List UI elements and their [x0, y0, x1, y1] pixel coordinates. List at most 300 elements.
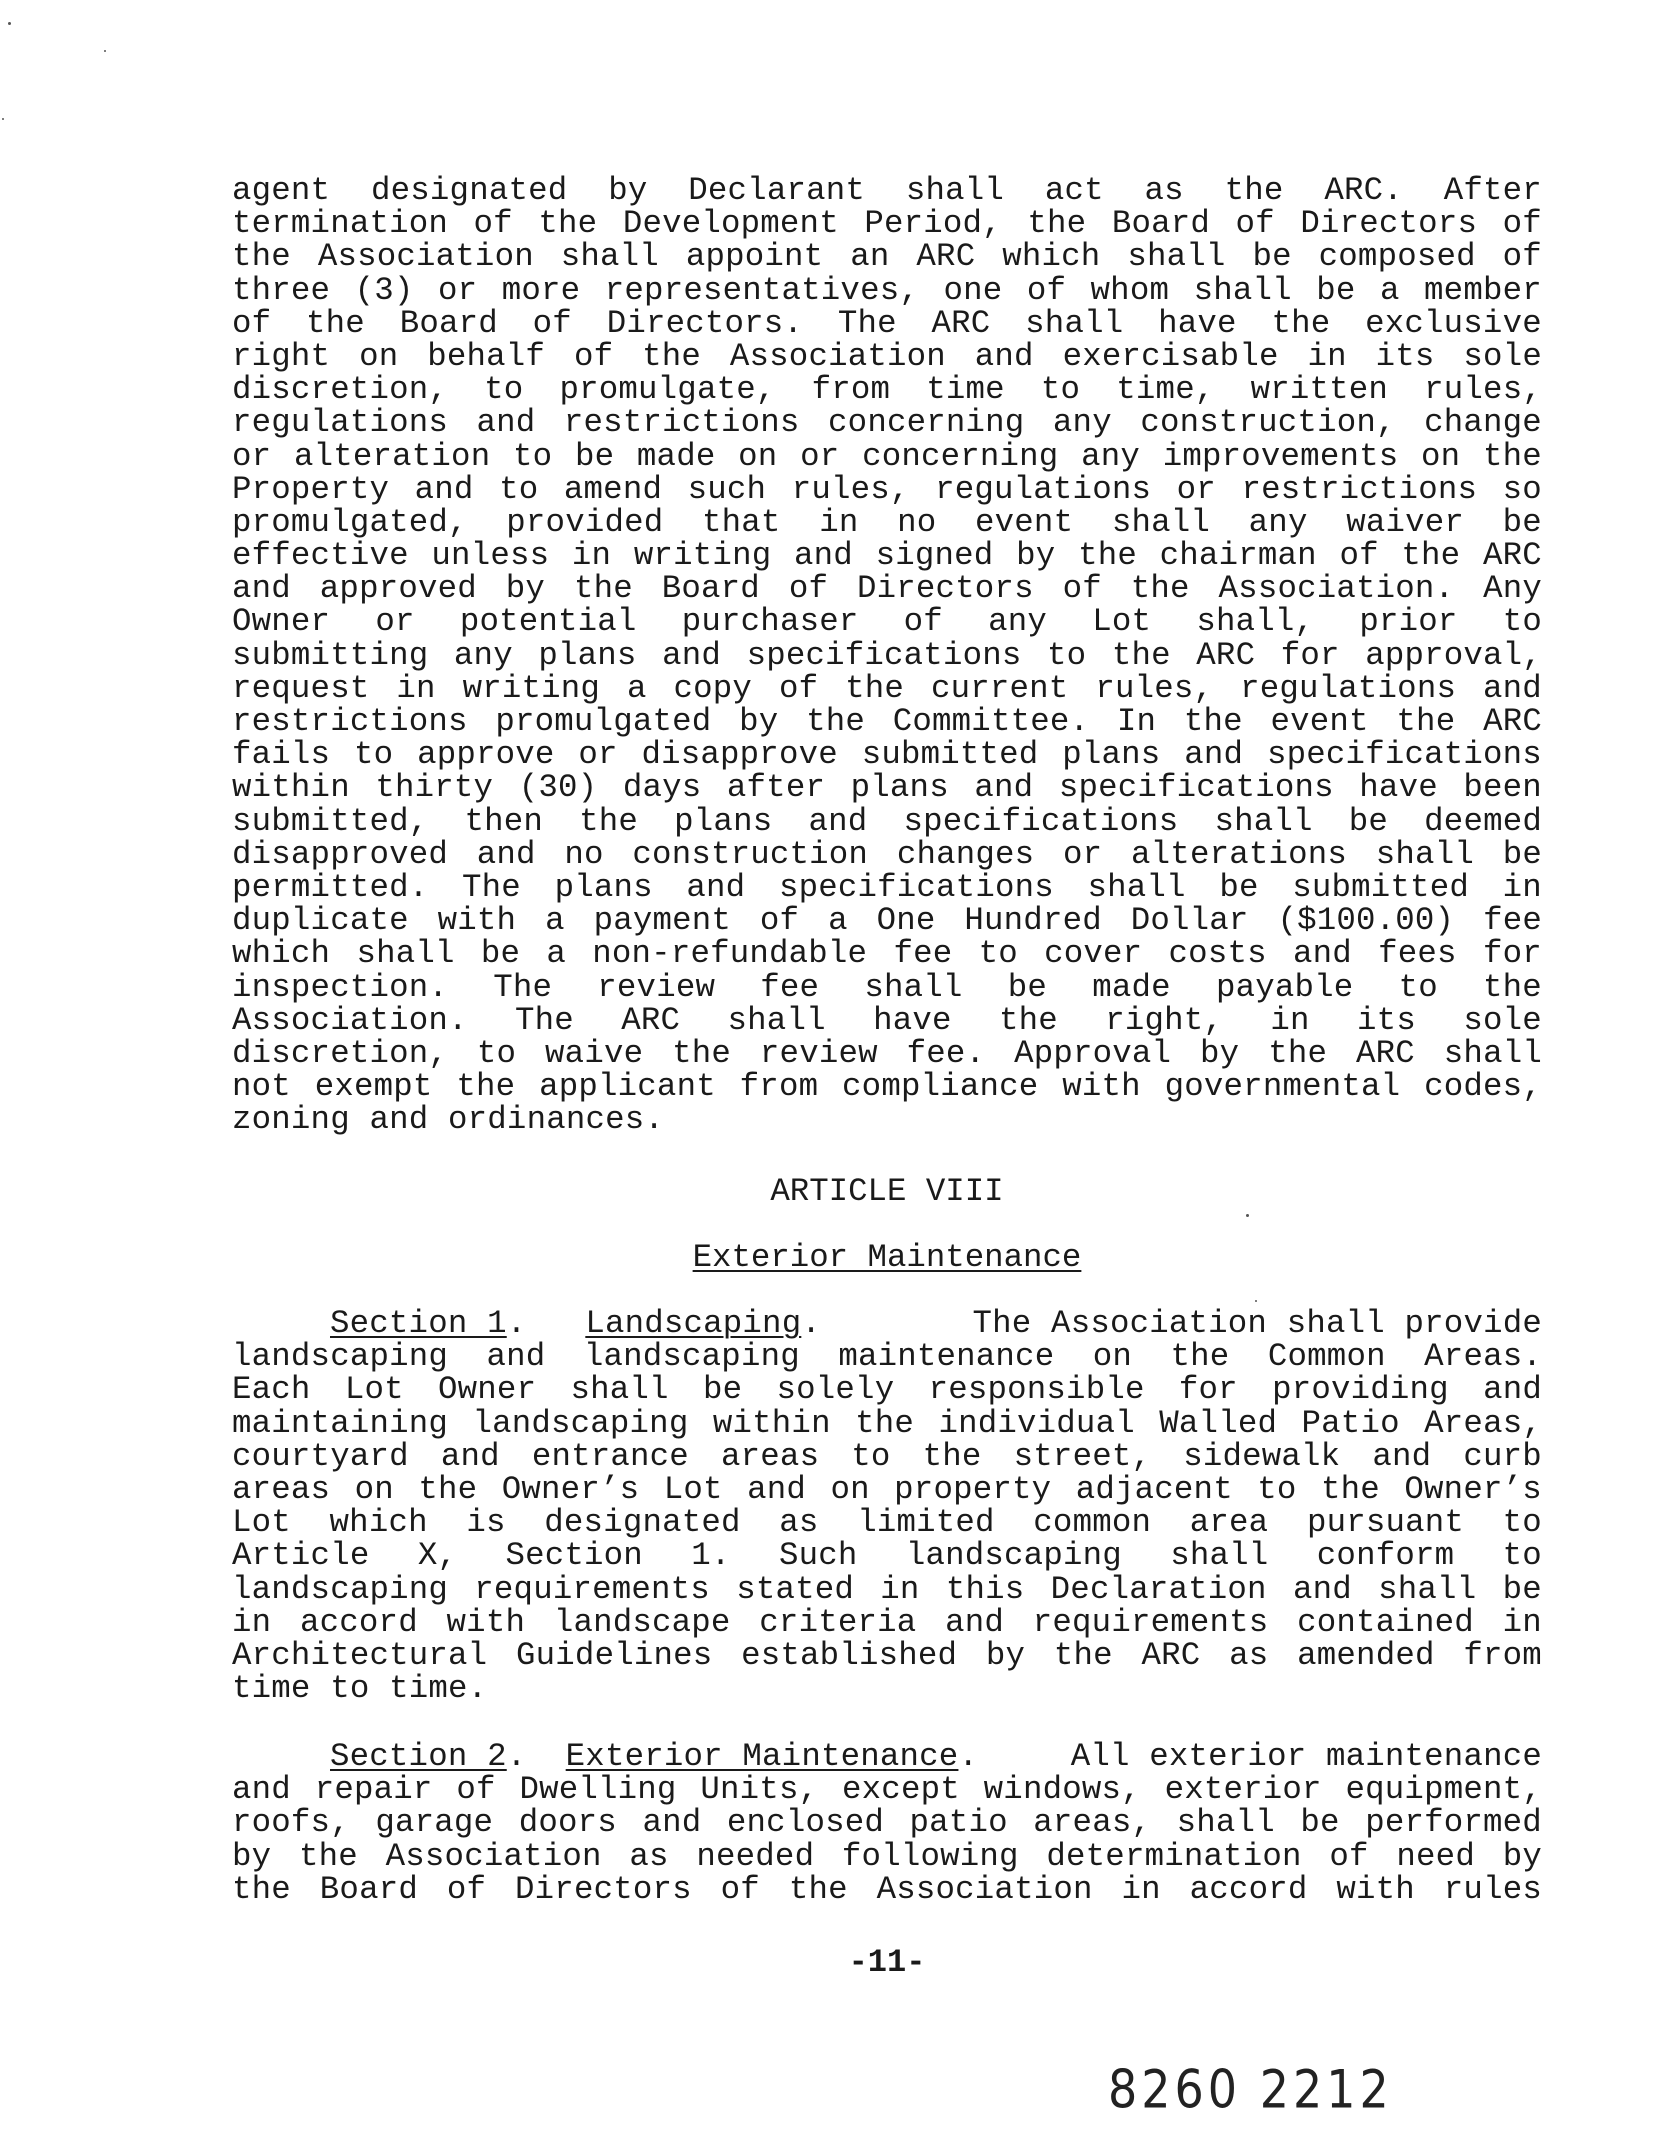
word: established: [741, 1636, 958, 1674]
word: time: [926, 371, 1005, 409]
word: (30): [518, 769, 598, 807]
word: Association.: [1218, 570, 1455, 608]
word: review: [597, 968, 716, 1006]
word: Declarant: [688, 172, 866, 209]
word: no: [564, 835, 604, 873]
word: approval,: [1365, 636, 1542, 674]
word: Board: [1111, 205, 1211, 243]
word: limited: [857, 1504, 995, 1542]
word: within: [712, 1404, 831, 1442]
word: for: [1280, 636, 1340, 674]
word: Lot: [663, 1470, 723, 1508]
word: any: [453, 636, 513, 674]
word: Association: [729, 337, 946, 375]
word: areas: [232, 1470, 331, 1508]
text-line: [232, 1771, 1542, 1809]
word: to: [476, 1034, 517, 1072]
word: One: [876, 902, 936, 940]
text-line: [232, 1470, 1542, 1508]
word: sole: [1463, 1001, 1542, 1039]
word: or: [800, 437, 840, 475]
word: ARC: [931, 304, 991, 342]
word: shall,: [1196, 603, 1315, 641]
word: criteria: [759, 1603, 917, 1641]
word: landscaping: [583, 1338, 800, 1376]
word: on: [738, 437, 778, 475]
word: of: [778, 669, 819, 707]
word: needed: [696, 1837, 815, 1875]
word: individual: [938, 1404, 1135, 1442]
word: on: [1421, 437, 1461, 475]
word: representatives,: [604, 271, 919, 309]
word: writing: [462, 669, 601, 707]
word: right: [232, 337, 331, 375]
word: Directors: [515, 1870, 692, 1908]
word: in: [1502, 1603, 1542, 1641]
word: permitted.: [232, 868, 429, 906]
word: and: [642, 1804, 702, 1842]
word: in: [1121, 1870, 1161, 1908]
word: is: [466, 1504, 506, 1542]
article-title: [232, 1241, 1542, 1275]
word: shall: [727, 1001, 826, 1039]
word: disapproved: [232, 835, 449, 873]
word: in: [1502, 868, 1542, 906]
word: and: [232, 1771, 291, 1809]
text-line: [232, 1338, 1542, 1376]
word: or: [232, 437, 272, 475]
word: shall: [560, 238, 659, 276]
word: one: [943, 271, 1003, 309]
word: Period,: [864, 205, 1002, 243]
section-1-landscaping: [232, 1305, 1542, 1708]
word: area: [1189, 1504, 1269, 1542]
text-line: time to time.: [232, 1670, 488, 1708]
text-line: [232, 1068, 1542, 1106]
word: plans: [674, 802, 773, 840]
word: act: [1044, 172, 1104, 209]
word: Association: [876, 1870, 1093, 1908]
word: and: [232, 570, 291, 608]
word: days: [622, 769, 702, 807]
word: Dollar: [1130, 902, 1249, 940]
word: the: [232, 1870, 291, 1908]
word: a: [828, 902, 848, 940]
word: Board: [661, 570, 760, 608]
word: landscape: [553, 1603, 731, 1641]
word: regulations: [232, 404, 449, 442]
word: shall: [1214, 802, 1313, 840]
word: repair: [314, 1771, 433, 1809]
section-2-title: Exterior Maintenance: [565, 1738, 959, 1775]
word: the: [642, 337, 702, 375]
text-line: [232, 636, 1542, 674]
word: be: [702, 1371, 743, 1409]
word: shall: [1127, 238, 1226, 276]
text-line: [232, 1504, 1542, 1542]
word: After: [1443, 172, 1542, 209]
word: of: [759, 902, 800, 940]
word: so: [1502, 470, 1542, 508]
word: effective: [232, 537, 409, 575]
word: or: [1176, 470, 1216, 508]
word: to: [499, 470, 539, 508]
word: be: [1252, 238, 1292, 276]
section-1-label: Section 1: [330, 1305, 507, 1342]
word: member: [1424, 271, 1542, 309]
text-line: [232, 968, 1542, 1006]
word: as: [1144, 172, 1184, 209]
text-line: [232, 1603, 1542, 1641]
word: the: [418, 1470, 478, 1508]
word: this: [945, 1570, 1025, 1608]
word: alteration: [293, 437, 491, 475]
word: the: [1271, 304, 1331, 342]
word: ARC: [1482, 537, 1542, 575]
word: discretion,: [232, 371, 449, 409]
word: the: [922, 1437, 982, 1475]
word: to: [1257, 1470, 1297, 1508]
word: Guidelines: [516, 1636, 713, 1674]
word: Owner: [438, 1371, 537, 1409]
word: and: [440, 1437, 500, 1475]
word: the: [232, 238, 291, 276]
word: payment: [593, 902, 732, 940]
word: the: [1170, 1338, 1230, 1376]
word: current: [930, 669, 1069, 707]
word: with: [1062, 1068, 1141, 1106]
word: windows,: [983, 1771, 1141, 1809]
word: ARC.: [1324, 172, 1403, 209]
word: ARC: [621, 1001, 681, 1039]
scan-speck: [1255, 1300, 1257, 1302]
word: the: [855, 1404, 915, 1442]
word: garage: [375, 1804, 494, 1842]
word: and: [974, 337, 1034, 375]
text-line: [232, 736, 1542, 774]
word: plans: [850, 769, 949, 807]
word: exempt: [314, 1068, 433, 1106]
text-line: [232, 802, 1542, 840]
word: and: [808, 802, 868, 840]
word: Approval: [1014, 1034, 1172, 1072]
word: maintenance: [838, 1338, 1055, 1376]
word: rules,: [1424, 371, 1542, 409]
word: Patio: [1301, 1404, 1400, 1442]
text-line: [232, 537, 1542, 575]
word: the: [1483, 968, 1542, 1006]
word: to: [354, 736, 394, 774]
word: be: [480, 935, 521, 973]
word: doors: [518, 1804, 617, 1842]
word: by: [739, 703, 779, 740]
word: ARC: [1141, 1636, 1201, 1674]
scan-speck: [2, 118, 4, 120]
word: Owner’s: [1404, 1470, 1542, 1508]
word: patio: [909, 1804, 1008, 1842]
text-line: [232, 337, 1542, 375]
word: sidewalk: [1183, 1437, 1341, 1475]
word: be: [1007, 968, 1048, 1006]
article-title-text: Exterior Maintenance: [692, 1239, 1082, 1276]
word: shall: [1378, 1570, 1477, 1608]
word: specifications: [903, 802, 1179, 840]
scan-speck: [104, 50, 106, 52]
word: discretion,: [232, 1034, 449, 1072]
word: courtyard: [232, 1437, 409, 1475]
word: fails: [232, 736, 331, 774]
word: waive: [545, 1034, 644, 1072]
word: and: [747, 1470, 806, 1508]
word: shall: [1111, 503, 1211, 541]
word: from: [811, 371, 891, 409]
word: codes,: [1424, 1068, 1542, 1106]
word: promulgated: [495, 703, 712, 740]
section-2-body: [232, 1773, 1542, 1906]
word: any: [988, 603, 1048, 641]
word: Board: [399, 304, 498, 342]
word: ARC: [916, 238, 976, 276]
paragraph-arc: [232, 172, 1542, 1139]
word: concerning: [862, 437, 1059, 475]
word: Hundred: [964, 902, 1102, 940]
word: potential: [459, 603, 637, 641]
word: designated: [371, 172, 568, 209]
word: have: [1158, 304, 1237, 342]
word: and: [1184, 736, 1244, 774]
word: of: [1339, 537, 1379, 575]
word: such: [687, 470, 767, 508]
word: accord: [1189, 1870, 1308, 1908]
word: The: [462, 868, 521, 906]
word: duplicate: [232, 902, 409, 940]
word: its: [1375, 337, 1435, 375]
word: to: [1502, 1537, 1542, 1575]
word: whom: [1090, 271, 1170, 309]
word: any: [1052, 404, 1112, 442]
word: or: [578, 736, 618, 774]
word: been: [1463, 769, 1542, 807]
text-line: [232, 1570, 1542, 1608]
word: solely: [776, 1371, 895, 1409]
section-1-body: [232, 1338, 1542, 1708]
word: promulgated,: [232, 503, 468, 541]
word: Owner’s: [501, 1470, 640, 1508]
word: inspection.: [232, 968, 449, 1006]
word: of: [1235, 205, 1275, 243]
word: be: [1502, 835, 1542, 873]
word: Lot: [232, 1504, 291, 1542]
word: stated: [736, 1570, 855, 1608]
word: and: [794, 537, 853, 575]
text-line: [232, 769, 1542, 807]
word: restrictions: [1241, 470, 1478, 508]
word: areas,: [1033, 1804, 1152, 1842]
text-line: [232, 902, 1542, 940]
word: have: [1359, 769, 1438, 807]
word: request: [232, 669, 370, 707]
word: restrictions: [563, 404, 800, 442]
word: providing: [1272, 1371, 1449, 1409]
word: Each: [232, 1371, 311, 1409]
article-heading: ARTICLE VIII: [770, 1173, 1004, 1210]
word: and: [945, 1603, 1005, 1641]
word: Owner: [232, 603, 331, 641]
scan-speck: [1246, 1214, 1249, 1217]
text-line: [232, 1371, 1542, 1409]
word: submitted: [1292, 868, 1469, 906]
word: fee: [893, 935, 953, 973]
word: specifications: [746, 636, 1022, 674]
word: its: [1357, 1001, 1416, 1039]
word: composed: [1318, 238, 1476, 276]
word: the: [788, 1870, 848, 1908]
text-line: [232, 1537, 1542, 1575]
text-line: [232, 1837, 1542, 1875]
word: equipment,: [1345, 1771, 1542, 1809]
word: of: [473, 205, 513, 243]
word: have: [873, 1001, 952, 1039]
word: Lot: [1092, 603, 1152, 641]
word: of: [1026, 271, 1067, 309]
text-line: [232, 705, 1542, 738]
word: be: [1219, 868, 1259, 906]
page-number: -11-: [848, 1944, 926, 1981]
word: and: [414, 470, 474, 508]
word: any: [1248, 503, 1308, 541]
word: amend: [563, 470, 663, 508]
word: with: [1336, 1870, 1415, 1908]
section-2-first-line: [232, 1740, 1542, 1773]
word: written: [1250, 371, 1389, 409]
word: shall: [1443, 1034, 1542, 1072]
word: in: [880, 1570, 920, 1608]
word: on: [1092, 1338, 1133, 1376]
word: of: [446, 1870, 487, 1908]
word: the: [1483, 437, 1542, 475]
section-1-first-line-text: The Association shall provide: [972, 1305, 1542, 1342]
word: specifications: [1058, 769, 1334, 807]
word: of: [1329, 1837, 1369, 1875]
word: the: [806, 703, 866, 740]
word: any: [1081, 437, 1141, 475]
word: improvements: [1162, 437, 1399, 475]
word: for: [1482, 935, 1542, 973]
word: submitted: [861, 736, 1039, 774]
word: The: [837, 304, 897, 342]
word: that: [702, 503, 781, 541]
word: by: [1200, 1034, 1240, 1072]
word: the: [1130, 570, 1190, 608]
word: of: [573, 337, 614, 375]
word: made: [636, 437, 716, 475]
word: X,: [417, 1537, 458, 1575]
word: adjacent: [1075, 1470, 1233, 1508]
word: in: [1270, 1001, 1310, 1039]
word: termination: [232, 205, 449, 243]
word: Common: [1267, 1338, 1386, 1376]
word: need: [1396, 1837, 1475, 1875]
word: and: [1372, 1437, 1432, 1475]
word: on: [830, 1470, 870, 1508]
word: the: [1268, 1034, 1328, 1072]
word: submitted,: [232, 802, 429, 840]
word: from: [1463, 1636, 1542, 1674]
word: review: [759, 1034, 878, 1072]
word: to: [1502, 1504, 1542, 1542]
word: (3): [354, 271, 414, 309]
word: be: [1348, 802, 1389, 840]
word: Board: [319, 1870, 418, 1908]
word: three: [232, 271, 331, 309]
word: by: [608, 172, 648, 209]
word: to: [978, 935, 1018, 973]
word: changes: [896, 835, 1035, 873]
word: designated: [544, 1504, 741, 1542]
word: within: [232, 769, 350, 807]
word: roofs,: [232, 1804, 350, 1842]
word: the: [1401, 537, 1461, 575]
word: and: [476, 835, 536, 873]
word: of: [456, 1771, 496, 1809]
word: construction: [632, 835, 869, 873]
word: landscaping: [905, 1537, 1122, 1575]
word: plans: [538, 636, 637, 674]
word: construction,: [1140, 404, 1396, 442]
word: applicant: [539, 1068, 716, 1106]
word: be: [1300, 1804, 1340, 1842]
section-2-heading: Section 2. Exterior Maintenance.: [330, 1738, 979, 1775]
word: in: [819, 503, 859, 541]
text-line: [232, 669, 1542, 707]
word: shall: [1193, 271, 1292, 309]
word: in: [1307, 337, 1347, 375]
word: 1.: [691, 1537, 731, 1575]
word: a: [1379, 271, 1400, 309]
word: requirements: [1032, 1603, 1269, 1641]
word: a: [545, 902, 565, 940]
section-2-label: Section 2: [330, 1738, 507, 1775]
word: the: [1053, 1636, 1113, 1674]
word: pursuant: [1306, 1504, 1465, 1542]
text-line: [232, 570, 1542, 608]
word: of: [1062, 570, 1102, 608]
word: common: [1033, 1504, 1152, 1542]
word: areas: [721, 1437, 820, 1475]
word: by: [1016, 537, 1056, 575]
word: amended: [1297, 1636, 1435, 1674]
word: of: [720, 1870, 760, 1908]
word: to: [1398, 968, 1438, 1006]
word: ($100.00): [1277, 902, 1455, 940]
word: alterations: [1131, 835, 1348, 873]
word: Declaration: [1050, 1570, 1267, 1608]
word: in: [396, 669, 436, 707]
word: curb: [1463, 1437, 1542, 1475]
word: shall: [1176, 1804, 1275, 1842]
word: as: [1229, 1636, 1269, 1674]
word: concerning: [828, 404, 1025, 442]
word: to: [1047, 636, 1087, 674]
word: Association: [385, 1837, 602, 1875]
word: more: [501, 271, 581, 309]
word: The: [515, 1001, 574, 1039]
word: rules: [1443, 1870, 1542, 1908]
word: governmental: [1164, 1068, 1401, 1106]
word: fee: [1483, 902, 1542, 940]
word: Architectural: [232, 1636, 488, 1674]
word: the: [1224, 172, 1284, 209]
